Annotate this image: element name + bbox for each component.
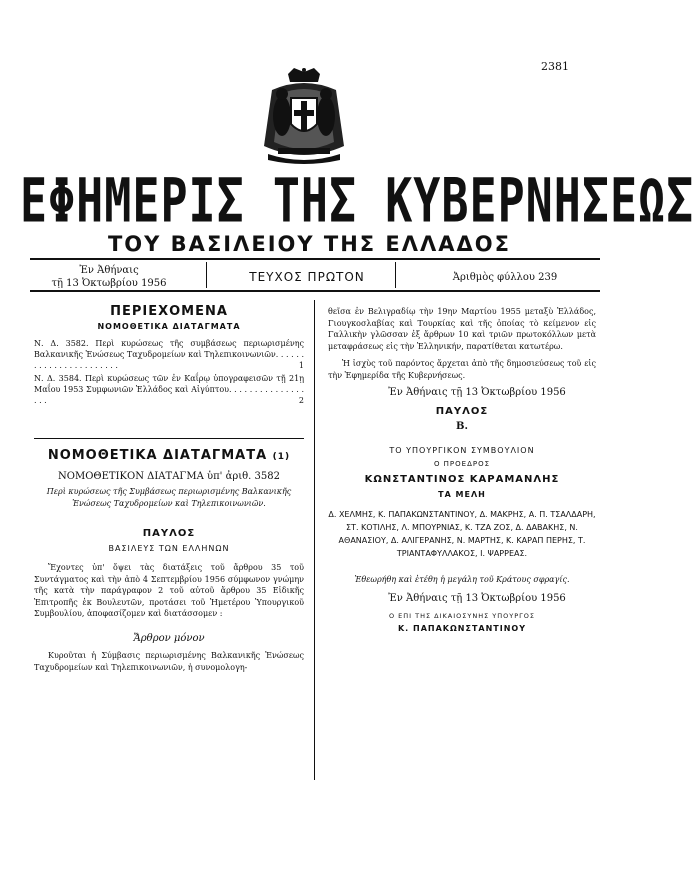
issue-series: ΤΕΥΧΟΣ ΠΡΩΤΟΝ bbox=[249, 270, 365, 284]
issue-place: Ἐν Ἀθήναις bbox=[79, 265, 139, 276]
justice-minister-name: Κ. ΠΑΠΑΚΩΝΣΤΑΝΤΙΝΟΥ bbox=[397, 624, 527, 633]
header-divider-left bbox=[206, 262, 207, 288]
issue-sheet-number: Ἀριθμὸς φύλλου 239 bbox=[452, 272, 558, 283]
column-divider bbox=[314, 300, 315, 780]
validity-text: Ἡ ἰσχὺς τοῦ παρόντος ἄρχεται ἀπὸ τῆς δημοσιεύσεως τοῦ εἰς τὴν Ἐφημερίδα τῆς Κυβερνήσεως. bbox=[328, 359, 596, 380]
members-list: Δ. ΧΕΛΜΗΣ, Κ. ΠΑΠΑΚΩΝΣΤΑΝΤΙΝΟΥ, Δ. ΜΑΚΡΗΣ, Α. Π. ΤΣΑΛΔΑΡΗ, ΣΤ. ΚΟΤΙΛΗΣ, Λ. ΜΠΟΥΡΝΙΑΣ, Κ. ΤΖΑ ΖΟΣ, Δ. ΔΑΒΑΚΗΣ, Ν. ΑΘΑΝΑΣΙΟΥ, Δ. ΑΛΙΓΕΡΑΝΗΣ, Ν. ΜΑΡΤΗΣ, Κ. ΚΑΡΑΠ ΠΕΡΗΣ, Τ. ΤΡΙΑΝΤΑΦΥΛΛΑΚΟΣ, Ι. ΨΑΡΡΕΑΣ. bbox=[328, 510, 596, 558]
issue-date: τῇ 13 Ὀκτωβρίου 1956 bbox=[51, 278, 167, 289]
justice-minister-label: Ο ΕΠΙ ΤΗΣ ΔΙΚΑΙΟΣΥΝΗΣ ΥΠΟΥΡΓΟΣ bbox=[388, 612, 535, 620]
decree-preamble: Ἔχοντες ὑπ' ὄψει τὰς διατάξεις τοῦ ἄρθρου 35 τοῦ Συντάγματος καὶ τὴν ἀπὸ 4 Σεπτεμβρίου 1956 σύμφωνον γνώμην τῆς κατὰ τὴν παράγραφον 2 τοῦ αὐτοῦ ἄρθρου 35 Εἰδικῆς Ἐπιτροπῆς ἐκ Βουλευτῶν, προτάσει τοῦ Ἡμετέρου Ὑπουργικοῦ Συμβουλίου, ἀποφασίζομεν καὶ διατάσσομεν : bbox=[34, 563, 304, 618]
contents-entry-1: Ν. Δ. 3582. Περὶ κυρώσεως τῆς συμβάσεως περιωρισμένης Βαλκανικῆς Ἑνώσεως Ταχυδρομείων καὶ Τηλεπικοινωνιῶν. . . . . . . . . . . . . . . . . . . . . . . 1 bbox=[34, 339, 304, 370]
decree-title: ΝΟΜΟΘΕΤΙΚΟΝ ΔΙΑΤΑΓΜΑ ὑπ' ἀριθ. 3582 bbox=[58, 471, 280, 482]
king-title: ΒΑΣΙΛΕΥΣ ΤΩΝ ΕΛΛΗΝΩΝ bbox=[108, 544, 230, 553]
footnote-mark: (1) bbox=[272, 452, 291, 462]
header-rule-top bbox=[30, 258, 600, 260]
header-rule-bottom bbox=[30, 290, 600, 292]
contents-entry-2: Ν. Δ. 3584. Περὶ κυρώσεως τῶν ἐν Καΐρῳ ὑπογραφεισῶν τῇ 21ῃ Μαΐου 1953 Συμφωνιῶν Ἑλλάδος καὶ Αἰγύπτου. . . . . . . . . . . . . . . . . . 2 bbox=[34, 374, 304, 405]
right-continuation: θεῖσα ἐν Βελιγραδίῳ τὴν 19ην Μαρτίου 1955 μεταξὺ Ἑλλάδος, Γιουγκοσλαβίας καὶ Τουρκίας καὶ τῆς ὁποίας τὸ κείμενον εἰς Γαλλικὴν γλῶσσαν ἐξ ἄρθρων 10 καὶ τριῶν πρωτοκόλλων μετὰ μεταφράσεως εἰς τὴν Ἑλληνικήν, παρατίθεται κατωτέρω. bbox=[328, 307, 596, 351]
decree-section-title: ΝΟΜΟΘΕΤΙΚΑ ΔΙΑΤΑΓΜΑΤΑ (1) bbox=[47, 448, 291, 463]
article-heading: Ἄρθρον μόνον bbox=[133, 633, 205, 644]
contents-list bbox=[34, 338, 304, 406]
header-divider-right bbox=[395, 262, 396, 288]
seal-text: Ἐθεωρήθη καὶ ἐτέθη ἡ μεγάλη τοῦ Κράτους σφραγίς. bbox=[354, 575, 570, 584]
decree-subject: Περὶ κυρώσεως τῆς Συμβάσεως περιωρισμένης Βαλκανικῆς Ἑνώσεως Ταχυδρομείων καὶ Τηλεπικοινωνιῶν. bbox=[46, 487, 292, 508]
royal-coat-of-arms-icon bbox=[258, 68, 350, 166]
contents-heading: ΠΕΡΙΕΧΟΜΕΝΑ bbox=[110, 304, 228, 319]
members-label: ΤΑ ΜΕΛΗ bbox=[438, 490, 486, 499]
king-initial: Β. bbox=[456, 421, 468, 432]
king-name: ΠΑΥΛΟΣ bbox=[142, 528, 196, 539]
president-name: ΚΩΝΣΤΑΝΤΙΝΟΣ ΚΑΡΑΜΑΝΛΗΣ bbox=[364, 474, 560, 485]
seal-date: Ἐν Ἀθήναις τῇ 13 Ὀκτωβρίου 1956 bbox=[388, 593, 566, 604]
contents-rule bbox=[34, 438, 304, 439]
masthead-subtitle: ΤΟΥ ΒΑΣΙΛΕΙΟΥ ΤΗΣ ΕΛΛΑΔΟΣ bbox=[107, 232, 511, 256]
contents-subheading: ΝΟΜΟΘΕΤΙΚΑ ΔΙΑΤΑΓΜΑΤΑ bbox=[97, 322, 241, 331]
contents-entry-1-page: 1 bbox=[298, 361, 304, 370]
right-date-line: Ἐν Ἀθήναις τῇ 13 Ὀκτωβρίου 1956 bbox=[388, 387, 566, 398]
council-label: ΤΟ ΥΠΟΥΡΓΙΚΟΝ ΣΥΜΒΟΥΛΙΟΝ bbox=[389, 446, 535, 455]
article-text: Κυροῦται ἡ Σύμβασις περιωρισμένης Βαλκανικῆς Ἑνώσεως Ταχυδρομείων καὶ Τηλεπικοινωνιῶν, ἡ συνομολογη- bbox=[34, 651, 304, 672]
president-label: Ο ΠΡΟΕΔΡΟΣ bbox=[433, 460, 491, 468]
issue-date-block bbox=[34, 264, 184, 290]
contents-entry-2-page: 2 bbox=[298, 396, 304, 405]
king-signature: ΠΑΥΛΟΣ bbox=[435, 406, 489, 417]
masthead-title: ΕΦΗΜΕΡΙΣ ΤΗΣ ΚΥΒΕΡΝΗΣΕΩΣ bbox=[20, 164, 694, 237]
page-number: 2381 bbox=[541, 60, 569, 73]
